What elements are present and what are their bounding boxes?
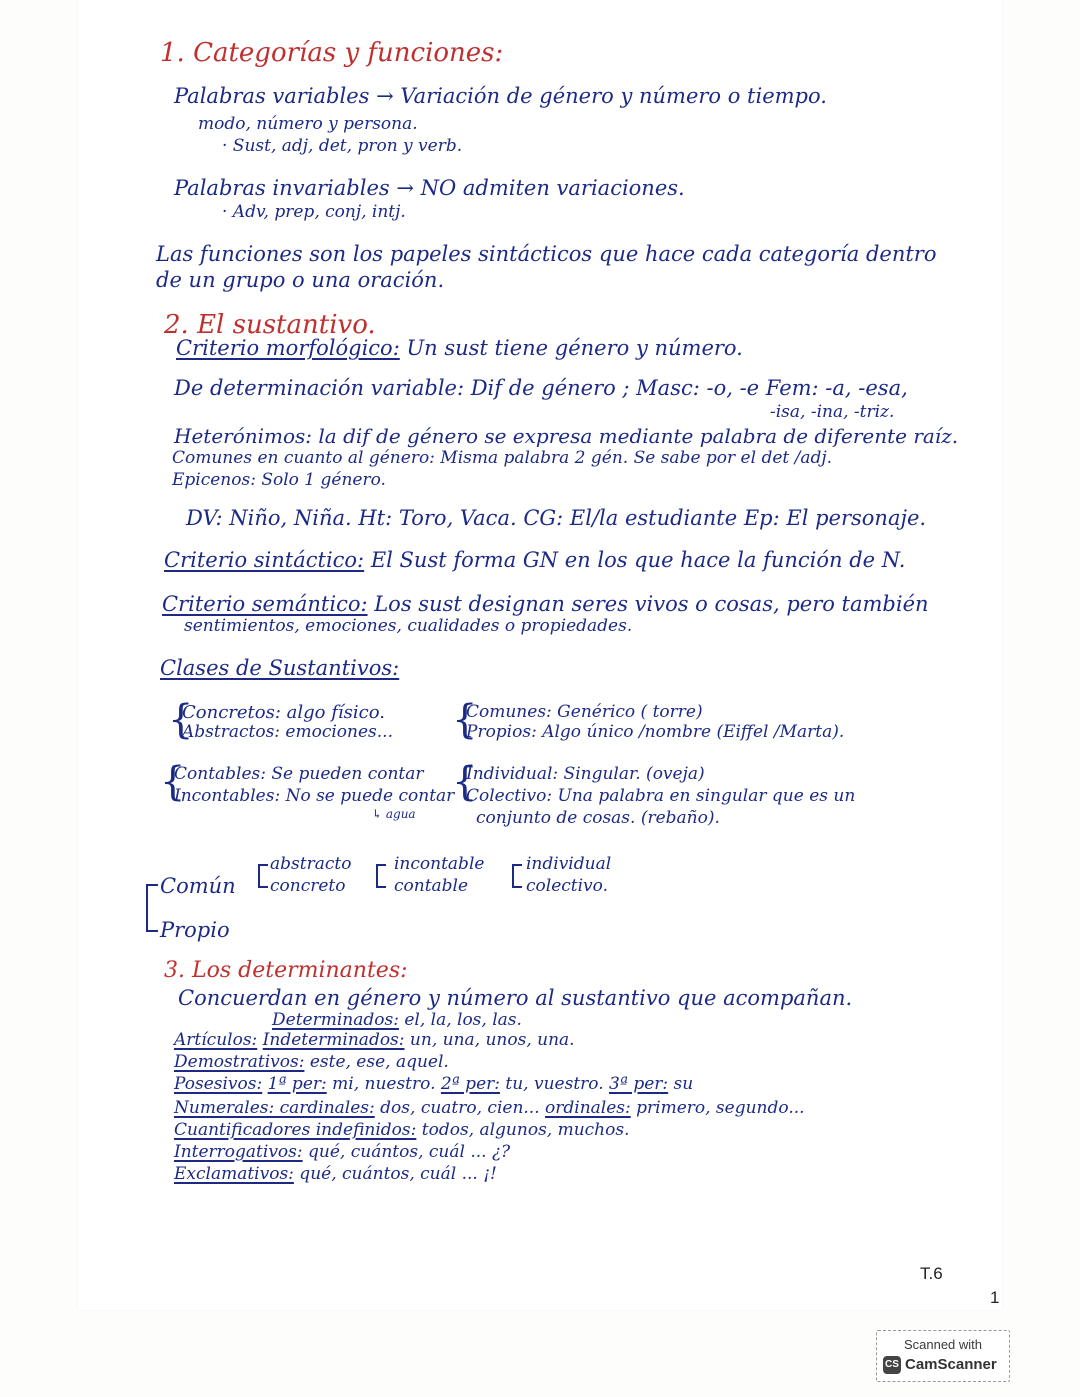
contables-line: Contables: Se pueden contar [174,764,424,784]
interrogativos-line [174,1144,510,1161]
determinados-text: el, la, los, las. [398,1010,522,1030]
agua-note: ↳ agua [372,807,416,821]
incontables-line: Incontables: No se puede contar [174,786,455,806]
propios-line: Propios: Algo único /nombre (Eiffel /Marta). [466,722,845,742]
posesivos-label: Posesivos: [174,1074,263,1094]
cuantificadores-text: todos, algunos, muchos. [416,1120,630,1140]
determinados-line [272,1012,522,1029]
tree-concreto: concreto [270,876,346,896]
tree-level2-line [376,864,378,888]
interrogativos-text: qué, cuántos, cuál ... ¿? [302,1142,511,1162]
demostrativos-text: este, ese, aquel. [304,1052,449,1072]
concuerdan-line: Concuerdan en género y número al sustantivo que acompañan. [178,986,853,1010]
comunes-genero-line: Comunes en cuanto al género: Misma palabra 2 gén. Se sabe por el det /adj. [172,448,833,468]
numerales-line [174,1100,805,1117]
ordinales-label: ordinales: [545,1098,631,1118]
criterio-semantico-text: Los sust designan seres vivos o cosas, pero también [367,592,929,616]
indeterminados-text: un, una, unos, una. [404,1030,575,1050]
colectivo-line: Colectivo: Una palabra en singular que es un [466,786,856,806]
tree-level3-line [512,864,514,888]
exclamativos-line [174,1166,497,1183]
tree-root-branch-propio [146,930,158,932]
topic-initials: T.6 [920,1264,943,1283]
exclamativos-label: Exclamativos: [174,1164,294,1184]
exclamativos-text: qué, cuántos, cuál ... ¡! [293,1164,497,1184]
page-number: 1 [990,1288,1000,1307]
abstractos-line: Abstractos: emociones... [182,722,393,742]
variables-cont: modo, número y persona. [198,114,418,134]
ejemplos-line: DV: Niño, Niña. Ht: Toro, Vaca. CG: El/la estudiante Ep: El personaje. [186,506,927,530]
heteronimos-line: Heterónimos: la dif de género se expresa mediante palabra de diferente raíz. [174,424,959,448]
stamp-scanned-with: Scanned with [903,1337,983,1352]
criterio-semantico-line [162,594,929,615]
tree-colectivo: colectivo. [526,876,608,896]
epicenos-line: Epicenos: Solo 1 género. [172,470,386,490]
tree-contable: contable [394,876,469,896]
interrogativos-label: Interrogativos: [174,1142,303,1162]
tree-level1-top [258,864,268,866]
criterio-morfologico-label: Criterio morfológico: [176,336,400,360]
demostrativos-label: Demostrativos: [174,1052,305,1072]
determinacion-variable-cont: -isa, -ina, -triz. [770,402,895,422]
colectivo-cont: conjunto de cosas. (rebaño). [476,808,720,828]
funciones-line-2: de un grupo o una oración. [156,268,445,292]
camscanner-stamp [876,1330,1010,1382]
brace-comunes: { [452,697,478,743]
section-3-title: 3. Los determinantes: [164,958,408,983]
funciones-line-1: Las funciones son los papeles sintácticos que hace cada categoría dentro [156,242,937,266]
tree-propio: Propio [160,918,230,942]
tree-level1-line [258,864,260,888]
posesivos-line [174,1076,693,1093]
tree-abstracto: abstracto [270,854,352,874]
invariables-line: Palabras invariables → NO admiten variaciones. [174,176,685,200]
cuantificadores-label: Cuantificadores indefinidos: [174,1120,417,1140]
invariables-list: · Adv, prep, conj, intj. [222,202,406,222]
cuantificadores-line [174,1122,630,1139]
criterio-semantico-label: Criterio semántico: [162,592,368,616]
criterio-morfologico-line [176,338,743,359]
brace-contables: { [160,759,186,805]
tree-level3-bottom [512,886,522,888]
criterio-semantico-cont: sentimientos, emociones, cualidades o propiedades. [184,616,633,636]
posesivos-3-label: 3ª per: [609,1074,669,1094]
tree-level2-top [376,864,386,866]
posesivos-1-label: 1ª per: [267,1074,327,1094]
determinacion-variable-line: De determinación variable: Dif de género ; Masc: -o, -e Fem: -a, -esa, [174,376,908,400]
demostrativos-line [174,1054,449,1071]
brace-concretos: { [168,697,194,743]
section-2-title: 2. El sustantivo. [164,310,376,340]
concretos-line: Concretos: algo físico. [182,702,385,723]
stamp-camscanner: CamScanner [905,1356,997,1373]
camscanner-logo-icon: CS [883,1356,901,1374]
individual-line: Individual: Singular. (oveja) [466,764,705,784]
posesivos-3-text: su [668,1074,694,1094]
tree-level2-bottom [376,886,386,888]
tree-comun: Común [160,874,236,898]
ordinales-text: primero, segundo... [630,1098,805,1118]
tree-individual: individual [526,854,612,874]
variables-list: · Sust, adj, det, pron y verb. [222,136,463,156]
criterio-sintactico-label: Criterio sintáctico: [164,548,365,572]
numerales-text: dos, cuatro, cien... [374,1098,540,1118]
determinados-label: Determinados: [272,1010,399,1030]
posesivos-2-text: tu, vuestro. [499,1074,604,1094]
posesivos-2-label: 2ª per: [440,1074,500,1094]
section-1-title: 1. Categorías y funciones: [160,38,504,68]
tree-root-branch-comun [146,884,158,886]
posesivos-1-text: mi, nuestro. [326,1074,436,1094]
criterio-sintactico-line [164,550,905,571]
criterio-morfologico-text: Un sust tiene género y número. [399,336,743,360]
numerales-label: Numerales: cardinales: [174,1098,375,1118]
tree-level3-top [512,864,522,866]
tree-root-line [146,884,148,930]
articulos-line [174,1032,575,1049]
indeterminados-label: Indeterminados: [262,1030,405,1050]
variables-line: Palabras variables → Variación de género y número o tiempo. [174,84,827,108]
criterio-sintactico-text: El Sust forma GN en los que hace la función de N. [364,548,906,572]
articulos-label: Artículos: [174,1030,258,1050]
comunes-clase-line: Comunes: Genérico ( torre) [466,702,703,722]
brace-individual: { [452,759,478,805]
tree-level1-bottom [258,886,268,888]
tree-incontable: incontable [394,854,485,874]
clases-sustantivos-label: Clases de Sustantivos: [160,656,400,680]
